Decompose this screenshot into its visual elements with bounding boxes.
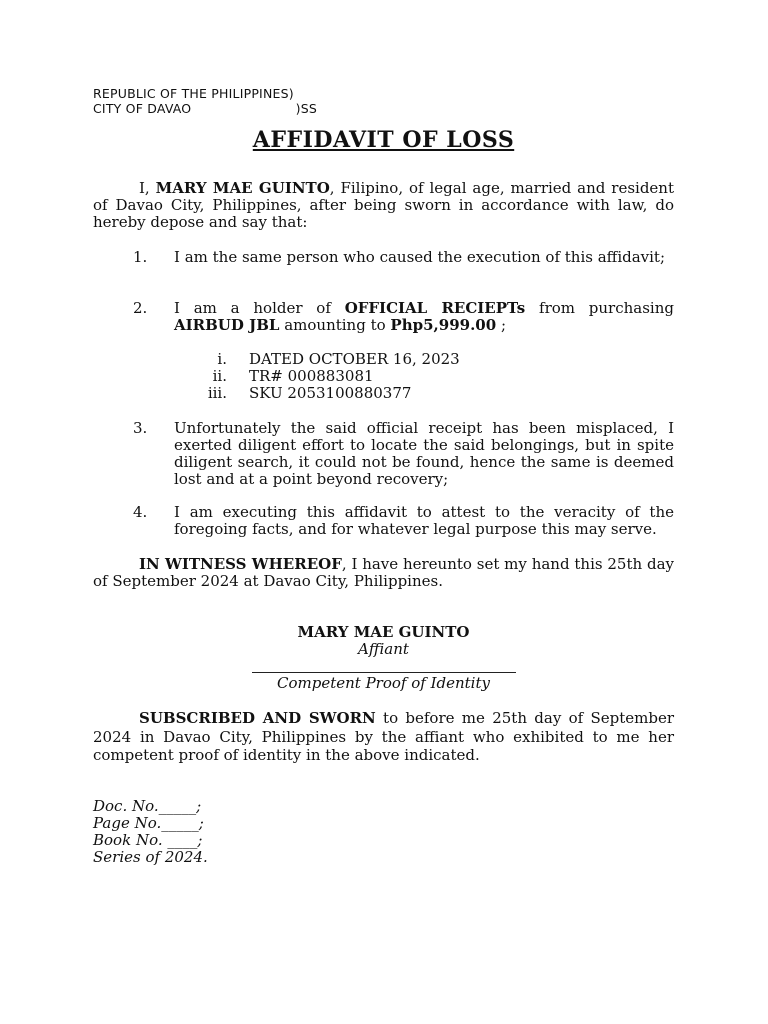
witness-paragraph bbox=[93, 556, 674, 590]
proof-of-identity-label: Competent Proof of Identity bbox=[277, 674, 490, 692]
witness-text: , I have hereunto set my hand this 25th day of September 2024 at Davao City, Philippines. bbox=[93, 555, 675, 590]
list-item-number: 2. bbox=[133, 299, 148, 317]
receipt-detail-text: DATED OCTOBER 16, 2023 bbox=[249, 350, 460, 368]
list-item-text: I am the same person who caused the execution of this affidavit; bbox=[174, 248, 666, 266]
receipt-detail-number: ii. bbox=[212, 367, 227, 385]
venue-block bbox=[93, 86, 317, 116]
affiant-role-label: Affiant bbox=[358, 640, 409, 658]
doc-number-field: Doc. No._____; bbox=[93, 797, 202, 815]
list-item-number: 3. bbox=[133, 419, 148, 437]
venue-line-city: CITY OF DAVAO )SS bbox=[93, 101, 318, 116]
jurat-heading: SUBSCRIBED AND SWORN bbox=[139, 709, 376, 727]
amount-value: Php5,999.00 bbox=[390, 316, 497, 334]
receipt-detail-number: iii. bbox=[207, 384, 227, 402]
item-2-post: ; bbox=[496, 316, 506, 334]
list-item-number: 4. bbox=[133, 503, 148, 521]
list-item-number: 1. bbox=[133, 248, 148, 266]
notarial-register-block bbox=[93, 798, 208, 866]
receipt-detail-text: SKU 2053100880377 bbox=[249, 384, 412, 402]
affiant-signature-name: MARY MAE GUINTO bbox=[297, 623, 470, 641]
intro-paragraph bbox=[93, 180, 674, 231]
official-receipts-label: OFFICIAL RECIEPTs bbox=[344, 299, 526, 317]
receipt-detail-text: TR# 000883081 bbox=[249, 367, 374, 385]
jurat-paragraph bbox=[93, 709, 674, 765]
item-2-pre: I am a holder of bbox=[174, 299, 345, 317]
item-2-mid: from purchasing bbox=[525, 299, 674, 317]
document-title: AFFIDAVIT OF LOSS bbox=[252, 127, 515, 153]
venue-line-republic: REPUBLIC OF THE PHILIPPINES) bbox=[93, 86, 294, 101]
page-number-field: Page No._____; bbox=[93, 814, 204, 832]
jurat-text: to before me 25th day of September 2024 in Davao City, Philippines by the affiant who exhibited to me her competent proof of identity in the above indicated. bbox=[93, 709, 674, 764]
witness-heading: IN WITNESS WHEREOF bbox=[139, 555, 342, 573]
list-item-text: Unfortunately the said official receipt has been misplaced, I exerted diligent effort to locate the said belongings, but in spite diligent search, it could not be found, hence the same is deemed lost and at a point beyond recovery; bbox=[174, 419, 674, 488]
receipt-detail-number: i. bbox=[217, 350, 227, 368]
list-item-text: I am executing this affidavit to attest to the veracity of the foregoing facts, and for whatever legal purpose this may serve. bbox=[174, 503, 674, 538]
intro-pre: I, bbox=[139, 179, 156, 197]
intro-text: , Filipino, of legal age, married and resident of Davao City, Philippines, after being sworn in accordance with law, do hereby depose and say that: bbox=[93, 179, 674, 231]
signature-line bbox=[252, 672, 516, 673]
book-number-field: Book No. ____; bbox=[93, 831, 203, 849]
item-2-mid2: amounting to bbox=[279, 316, 391, 334]
product-name: AIRBUD JBL bbox=[174, 316, 280, 334]
series-field: Series of 2024. bbox=[93, 848, 208, 866]
affiant-name-intro: MARY MAE GUINTO bbox=[155, 179, 330, 197]
list-item-text bbox=[174, 300, 674, 334]
